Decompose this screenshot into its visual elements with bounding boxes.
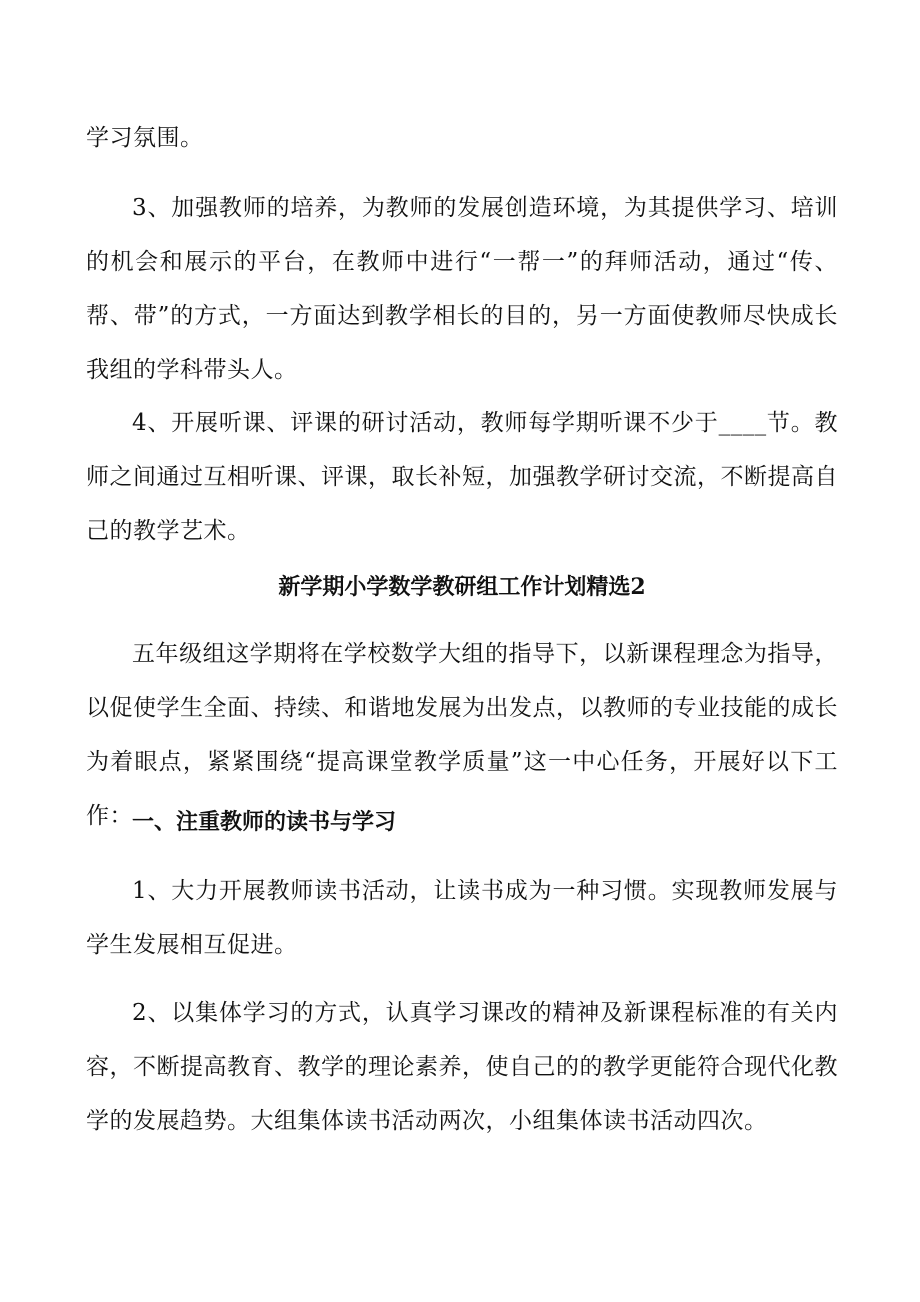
paragraph-intro: 五年级组这学期将在学校数学大组的指导下，以新课程理念为指导，以促使学生全面、持续、和谐地发展为出发点，以教师的专业技能的成长为着眼点，紧紧围绕“提高课堂教学质量”这一中心任务，开展好以下工作： xyxy=(86,641,838,829)
heading-reading-and-study: 一、注重教师的读书与学习 xyxy=(132,809,397,835)
section-title: 新学期小学数学教研组工作计划精选2 xyxy=(278,574,646,600)
paragraph-item-4: 4、开展听课、评课的研讨活动，教师每学期听课不少于____节。教师之间通过互相听课、评课，取长补短，加强教学研讨交流，不断提高自己的教学艺术。 xyxy=(86,410,838,544)
paragraph-tail: 学习氛围。 xyxy=(86,125,204,151)
paragraph-reading-item-1: 1、大力开展教师读书活动，让读书成为一种习惯。实现教师发展与学生发展相互促进。 xyxy=(86,878,838,958)
paragraph-item-3: 3、加强教师的培养，为教师的发展创造环境，为其提供学习、培训的机会和展示的平台，在教师中进行“一帮一”的拜师活动，通过“传、帮、带”的方式，一方面达到教学相长的目的，另一方面使教师尽快成长我组的学科带头人。 xyxy=(86,195,838,383)
paragraph-reading-item-2: 2、以集体学习的方式，认真学习课改的精神及新课程标准的有关内容，不断提高教育、教学的理论素养，使自己的的教学更能符合现代化教学的发展趋势。大组集体读书活动两次，小组集体读书活动四次。 xyxy=(86,1000,838,1134)
